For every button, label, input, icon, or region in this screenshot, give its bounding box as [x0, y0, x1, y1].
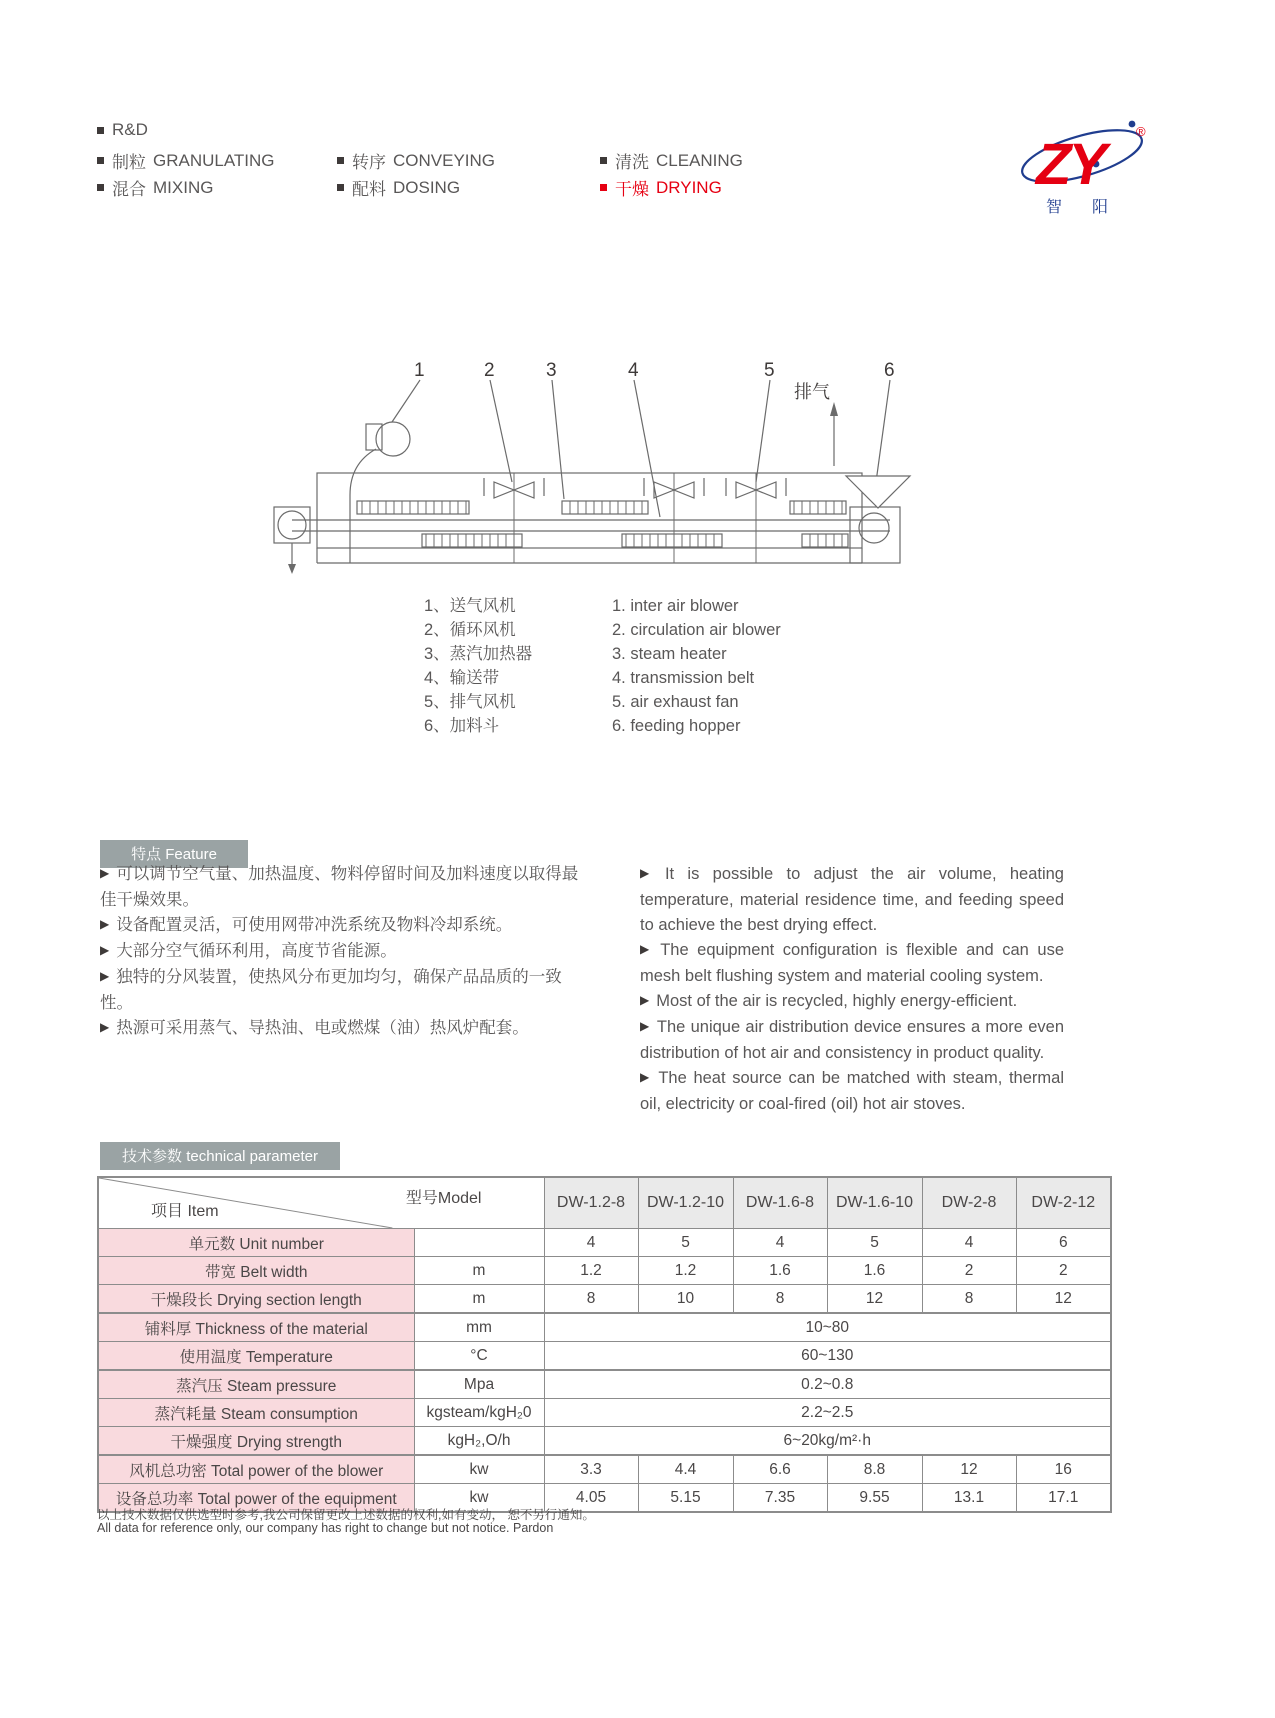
nav-label-zh: 配料 — [352, 180, 386, 199]
row-value: 7.35 — [733, 1484, 827, 1513]
row-value: 2 — [922, 1257, 1016, 1285]
row-value: 5 — [638, 1229, 733, 1257]
tech-section-header: 技术参数 technical parameter — [100, 1142, 340, 1170]
nav-item-drying-active — [600, 175, 722, 200]
bullet-square-icon — [337, 157, 344, 164]
table-row — [98, 1342, 1111, 1371]
feeding-hopper-icon — [846, 476, 910, 508]
legend-item-en: 6. feeding hopper — [612, 717, 741, 735]
legend-item-en: 1. inter air blower — [612, 597, 739, 615]
row-unit — [414, 1229, 544, 1257]
legend-item-zh: 4、输送带 — [424, 669, 500, 687]
feature-text: 可以调节空气量、加热温度、物料停留时间及加料速度以取得最佳干燥效果。 — [100, 865, 579, 909]
discharge-arrow-icon — [288, 543, 296, 574]
legend-item-en: 4. transmission belt — [612, 669, 755, 687]
nav-item-rd — [97, 120, 148, 140]
row-label: 铺料厚 Thickness of the material — [98, 1313, 414, 1342]
row-unit: mm — [414, 1313, 544, 1342]
row-unit: m — [414, 1257, 544, 1285]
nav-label-en: CONVEYING — [393, 150, 496, 170]
feature-section-header: 特点 Feature — [100, 840, 248, 868]
nav-item-conveying — [337, 148, 495, 173]
row-merged-value: 60~130 — [544, 1342, 1111, 1371]
diagram-legend-en — [612, 594, 781, 738]
row-value: 5 — [827, 1229, 922, 1257]
bullet-triangle-icon: ▶ — [100, 943, 110, 957]
bullet-square-icon — [97, 157, 104, 164]
nav-label-en: MIXING — [153, 177, 214, 197]
zy-brand-logo — [1012, 108, 1172, 218]
nav-label-en: CLEANING — [656, 150, 743, 170]
row-value: 4.4 — [638, 1455, 733, 1484]
feature-text: 独特的分风装置，使热风分布更加均匀，确保产品品质的一致性。 — [100, 968, 562, 1012]
bullet-triangle-icon: ▶ — [640, 1019, 650, 1033]
feature-list-zh — [100, 862, 580, 1042]
row-label: 设备总功率 Total power of the equipment — [98, 1484, 414, 1513]
model-column-header: DW-1.6-10 — [827, 1177, 922, 1229]
table-row — [98, 1313, 1111, 1342]
table-row — [98, 1399, 1111, 1427]
exhaust-arrow-icon — [830, 402, 838, 466]
table-row — [98, 1455, 1111, 1484]
logo-subtext: 智阳 — [1046, 199, 1139, 216]
logo-orbit-dot-icon — [1129, 121, 1136, 128]
row-value: 8 — [544, 1285, 638, 1314]
feature-text: 设备配置灵活，可使用网带冲洗系统及物料冷却系统。 — [116, 916, 513, 934]
part-number-label: 6 — [884, 360, 895, 381]
bullet-triangle-icon: ▶ — [100, 866, 110, 880]
table-corner-cell — [98, 1177, 544, 1229]
circulation-fan-icon — [644, 473, 704, 563]
circulation-fan-icon — [484, 473, 544, 563]
belt-dryer-diagram — [262, 338, 922, 578]
leader-line — [392, 380, 420, 422]
part-number-label: 4 — [628, 360, 639, 381]
row-value: 8.8 — [827, 1455, 922, 1484]
row-value: 13.1 — [922, 1484, 1016, 1513]
feature-text: The equipment configuration is flexible and can use mesh belt flushing system and material cooling system. — [640, 941, 1064, 985]
row-value: 6.6 — [733, 1455, 827, 1484]
part-number-label: 5 — [764, 360, 775, 381]
row-value: 17.1 — [1016, 1484, 1111, 1513]
row-label: 风机总功密 Total power of the blower — [98, 1455, 414, 1484]
disclaimer-zh: 以上技术数据仅供选型时参考,我公司保留更改上述数据的权利,如有变动， 恕不另行通知。 — [97, 1508, 595, 1522]
nav-item-granulating — [97, 148, 275, 173]
row-value: 9.55 — [827, 1484, 922, 1513]
table-row — [98, 1229, 1111, 1257]
row-value: 2 — [1016, 1257, 1111, 1285]
leader-line — [552, 380, 564, 499]
legend-item-zh: 2、循环风机 — [424, 621, 516, 639]
bullet-square-icon — [97, 127, 104, 134]
nav-label-en: DRYING — [656, 177, 722, 197]
exhaust-label: 排气 — [794, 382, 830, 402]
steam-heater-icon — [357, 501, 848, 547]
bullet-triangle-icon: ▶ — [100, 969, 110, 983]
row-merged-value: 10~80 — [544, 1313, 1111, 1342]
feature-item-en — [640, 989, 1064, 1015]
row-label: 干燥强度 Drying strength — [98, 1427, 414, 1456]
nav-label-en: DOSING — [393, 177, 461, 197]
leader-line — [756, 380, 770, 482]
table-row — [98, 1257, 1111, 1285]
row-unit: m — [414, 1285, 544, 1314]
row-merged-value: 6~20kg/m²·h — [544, 1427, 1111, 1456]
bullet-square-icon — [337, 184, 344, 191]
legend-item-en: 5. air exhaust fan — [612, 693, 739, 711]
row-value: 4 — [544, 1229, 638, 1257]
exhaust-fan-icon — [726, 473, 786, 563]
row-value: 1.2 — [544, 1257, 638, 1285]
row-value: 1.2 — [638, 1257, 733, 1285]
feature-item-zh — [100, 1016, 580, 1042]
model-column-header: DW-1.2-8 — [544, 1177, 638, 1229]
corner-item-label: 项目 Item — [151, 1203, 219, 1220]
row-value: 12 — [827, 1285, 922, 1314]
row-value: 5.15 — [638, 1484, 733, 1513]
nav-label: R&D — [112, 120, 148, 139]
bullet-triangle-icon: ▶ — [100, 1020, 110, 1034]
bullet-triangle-icon: ▶ — [640, 866, 658, 880]
bullet-square-icon — [600, 157, 607, 164]
row-unit: Mpa — [414, 1370, 544, 1399]
feature-text: It is possible to adjust the air volume, heating temperature, material residence time, and feeding speed to achieve the best drying effect. — [640, 865, 1064, 934]
model-column-header: DW-2-12 — [1016, 1177, 1111, 1229]
feature-item-en — [640, 938, 1064, 989]
feature-item-zh — [100, 913, 580, 939]
legend-item-zh: 1、送气风机 — [424, 597, 516, 615]
nav-label-zh: 干燥 — [615, 180, 649, 199]
feature-item-zh — [100, 862, 580, 913]
table-row — [98, 1370, 1111, 1399]
row-value: 10 — [638, 1285, 733, 1314]
row-unit: kw — [414, 1484, 544, 1513]
logo-text: ZY — [1036, 132, 1105, 197]
bullet-triangle-icon: ▶ — [640, 993, 650, 1007]
model-column-header: DW-2-8 — [922, 1177, 1016, 1229]
nav-item-dosing — [337, 175, 460, 200]
bullet-triangle-icon: ▶ — [640, 942, 654, 956]
row-label: 使用温度 Temperature — [98, 1342, 414, 1371]
row-value: 4 — [922, 1229, 1016, 1257]
bullet-square-icon — [600, 184, 607, 191]
nav-item-cleaning — [600, 148, 743, 173]
leader-line — [634, 380, 660, 517]
feature-item-en — [640, 862, 1064, 938]
logo-registered-mark: ® — [1136, 124, 1146, 139]
legend-item-zh: 6、加料斗 — [424, 717, 500, 735]
feature-text: The heat source can be matched with steam, thermal oil, electricity or coal-fired (oil) hot air stoves. — [640, 1069, 1064, 1113]
legend-item-en: 3. steam heater — [612, 645, 727, 663]
part-number-label: 3 — [546, 360, 557, 381]
nav-label-zh: 转序 — [352, 153, 386, 172]
row-value: 8 — [922, 1285, 1016, 1314]
row-value: 3.3 — [544, 1455, 638, 1484]
dryer-body — [317, 473, 862, 563]
row-value: 12 — [922, 1455, 1016, 1484]
leader-line — [490, 380, 512, 482]
row-value: 1.6 — [733, 1257, 827, 1285]
model-column-header: DW-1.2-10 — [638, 1177, 733, 1229]
row-value: 16 — [1016, 1455, 1111, 1484]
row-value: 6 — [1016, 1229, 1111, 1257]
table-header-row — [98, 1177, 1111, 1229]
tech-table — [97, 1176, 1112, 1513]
legend-item-en: 2. circulation air blower — [612, 621, 781, 639]
disclaimer-en: All data for reference only, our company has right to change but not notice. Pardon — [97, 1521, 554, 1535]
row-value: 12 — [1016, 1285, 1111, 1314]
table-row — [98, 1285, 1111, 1314]
row-unit: kgsteam/kgH₂0 — [414, 1399, 544, 1427]
leader-line — [876, 380, 890, 482]
feed-air-blower-icon — [350, 422, 410, 563]
nav-item-mixing — [97, 175, 213, 200]
feature-text: 大部分空气循环利用，高度节省能源。 — [116, 942, 397, 960]
row-value: 4.05 — [544, 1484, 638, 1513]
nav-label-zh: 混合 — [112, 180, 146, 199]
corner-model-label: 型号Model — [405, 1190, 482, 1207]
row-label: 蒸汽耗量 Steam consumption — [98, 1399, 414, 1427]
feature-item-en — [640, 1015, 1064, 1066]
feature-text: The unique air distribution device ensures a more even distribution of hot air and consistency in product quality. — [640, 1018, 1064, 1062]
feature-list-en — [640, 862, 1064, 1117]
nav-label-zh: 制粒 — [112, 153, 146, 172]
feature-text: 热源可采用蒸气、导热油、电或燃煤（油）热风炉配套。 — [116, 1019, 529, 1037]
nav-label-en: GRANULATING — [153, 150, 275, 170]
part-number-label: 1 — [414, 360, 425, 381]
diagram-legend-zh — [424, 594, 532, 738]
row-value: 8 — [733, 1285, 827, 1314]
row-value: 4 — [733, 1229, 827, 1257]
row-label: 蒸汽压 Steam pressure — [98, 1370, 414, 1399]
model-column-header: DW-1.6-8 — [733, 1177, 827, 1229]
table-row — [98, 1427, 1111, 1456]
row-label: 单元数 Unit number — [98, 1229, 414, 1257]
row-label: 带宽 Belt width — [98, 1257, 414, 1285]
row-value: 1.6 — [827, 1257, 922, 1285]
nav-label-zh: 清洗 — [615, 153, 649, 172]
row-merged-value: 2.2~2.5 — [544, 1399, 1111, 1427]
row-unit: kw — [414, 1455, 544, 1484]
legend-item-zh: 3、蒸汽加热器 — [424, 645, 533, 663]
row-merged-value: 0.2~0.8 — [544, 1370, 1111, 1399]
part-number-label: 2 — [484, 360, 495, 381]
feature-item-zh — [100, 965, 580, 1016]
bullet-triangle-icon: ▶ — [640, 1070, 652, 1084]
legend-item-zh: 5、排气风机 — [424, 693, 516, 711]
bullet-triangle-icon: ▶ — [100, 917, 110, 931]
feature-item-en — [640, 1066, 1064, 1117]
bullet-square-icon — [97, 184, 104, 191]
row-unit: °C — [414, 1342, 544, 1371]
row-label: 干燥段长 Drying section length — [98, 1285, 414, 1314]
row-unit: kgH₂,O/h — [414, 1427, 544, 1456]
feature-text: Most of the air is recycled, highly energy-efficient. — [656, 992, 1018, 1010]
feature-item-zh — [100, 939, 580, 965]
